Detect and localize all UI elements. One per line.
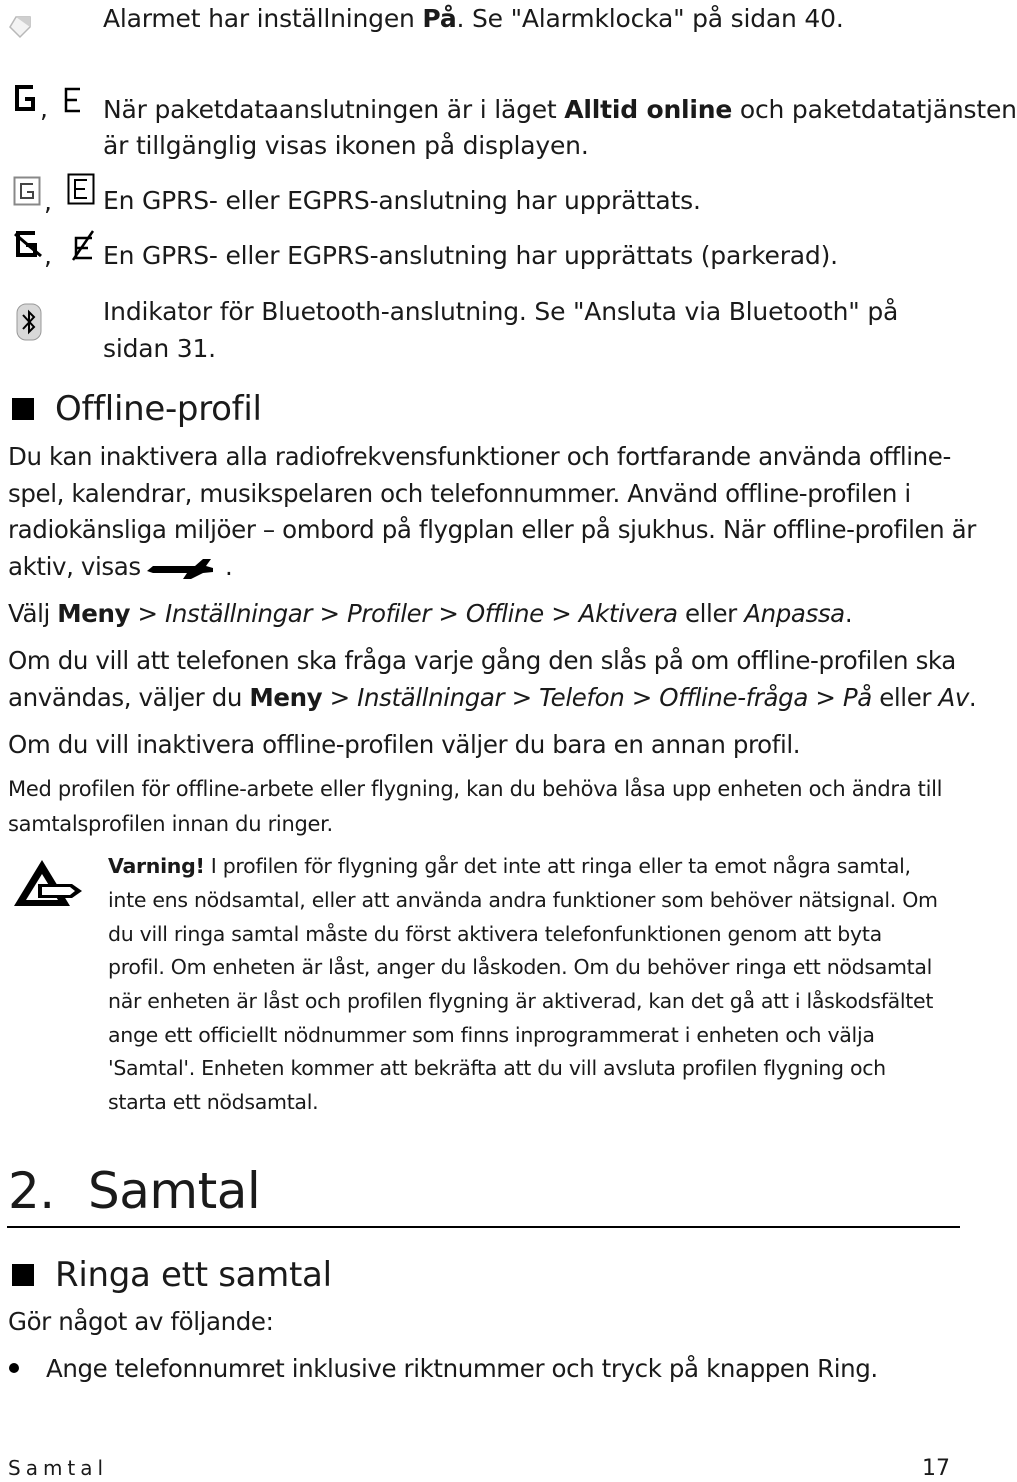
menu-path-italic: Inställningar xyxy=(357,683,505,712)
menu-path-italic: Profiler xyxy=(346,599,431,628)
text: > xyxy=(624,683,660,712)
text: > xyxy=(312,599,347,628)
menu-path-italic: Offline xyxy=(465,599,544,628)
warning-l8: starta ett nödsamtal. xyxy=(108,1090,319,1114)
chapter-title: Samtal xyxy=(88,1162,261,1220)
text: Alarmet har inställningen xyxy=(103,4,423,33)
offline-p1-l1: Du kan inaktivera alla radiofrekvensfunktioner och fortfarande använda offline- xyxy=(8,442,951,471)
bluetooth-icon xyxy=(16,303,42,341)
warning-l4: profil. Om enheten är låst, anger du låskoden. Om du behöver ringa ett nödsamtal xyxy=(108,955,933,979)
offline-p1-l4-end: . xyxy=(225,552,233,581)
egprs-parked-e-icon xyxy=(70,228,96,262)
text: I profilen för flygning går det inte att ringa eller ta emot några samtal, xyxy=(204,854,911,878)
text: Välj xyxy=(8,599,58,628)
menu-path-italic: Anpassa xyxy=(744,599,845,628)
menu-path-italic: Telefon xyxy=(539,683,625,712)
text: > xyxy=(130,599,165,628)
menu-path-italic: På xyxy=(842,683,872,712)
icon-separator: , xyxy=(40,94,48,123)
indicator-text-online-l1 xyxy=(103,91,1017,128)
heading-bullet-square xyxy=(12,1264,34,1286)
offline-p3-l1: Om du vill att telefonen ska fråga varje gång den slås på om offline-profilen ska xyxy=(8,646,956,675)
text: . Se "Alarmklocka" på sidan 40. xyxy=(456,4,844,33)
offline-p3-l2 xyxy=(8,679,976,716)
indicator-text-bluetooth-l1: Indikator för Bluetooth-anslutning. Se "Ansluta via Bluetooth" på xyxy=(103,297,899,326)
text: eller xyxy=(677,599,745,628)
chapter-number: 2. xyxy=(8,1162,55,1220)
gprs-online-g-icon xyxy=(13,83,37,113)
warning-l3: du vill ringa samtal måste du först aktivera telefonfunktionen genom att byta xyxy=(108,922,882,946)
heading-bullet-square xyxy=(12,398,34,420)
indicator-text-online-l2: är tillgänglig visas ikonen på displayen. xyxy=(103,131,589,160)
indicator-text-parked: En GPRS- eller EGPRS-anslutning har upprättats (parkerad). xyxy=(103,241,838,270)
text: > xyxy=(322,683,358,712)
ringa-intro: Gör något av följande: xyxy=(8,1307,274,1336)
menu-path-bold: Meny xyxy=(249,683,323,712)
menu-path-italic: Inställningar xyxy=(165,599,313,628)
page-number: 17 xyxy=(922,1456,950,1481)
offline-p4: Om du vill inaktivera offline-profilen väljer du bara en annan profil. xyxy=(8,730,801,759)
offline-p1-l4 xyxy=(8,548,141,585)
text: > xyxy=(543,599,579,628)
indicator-text-connected: En GPRS- eller EGPRS-anslutning har upprättats. xyxy=(103,186,701,215)
ringa-bullet-1: Ange telefonnumret inklusive riktnummer och tryck på knappen Ring. xyxy=(46,1354,878,1383)
text: användas, väljer du xyxy=(8,683,250,712)
alarm-icon xyxy=(6,14,36,40)
heading-ringa-ett-samtal: Ringa ett samtal xyxy=(55,1255,332,1295)
menu-path-italic: Av xyxy=(938,683,969,712)
offline-p5-l1: Med profilen för offline-arbete eller flygning, kan du behöva låsa upp enheten och ändra till xyxy=(8,777,943,801)
icon-separator: , xyxy=(44,241,52,270)
indicator-text-alarm xyxy=(103,0,844,37)
warning-l6: ange ett officiellt nödnummer som finns inprogrammerat i enheten och välja xyxy=(108,1023,875,1047)
chapter-rule xyxy=(7,1226,960,1228)
warning-l1 xyxy=(108,850,911,884)
text: . xyxy=(844,599,853,628)
offline-p1-l3: radiokänsliga miljöer – ombord på flygplan eller på sjukhus. När offline-profilen är xyxy=(8,515,976,544)
footer-section: Samtal xyxy=(8,1456,109,1480)
text: > xyxy=(431,599,466,628)
heading-offline-profil: Offline-profil xyxy=(55,389,262,429)
gprs-connected-g-icon xyxy=(13,176,41,206)
warning-label: Varning! xyxy=(108,854,205,878)
menu-path-bold: Meny xyxy=(57,599,131,628)
text: eller xyxy=(871,683,939,712)
bold-text: På xyxy=(422,4,457,33)
warning-l2: inte ens nödsamtal, eller att använda andra funktioner som behöver nätsignal. Om xyxy=(108,888,938,912)
warning-l5: när enheten är låst och profilen flygning är aktiverad, kan det gå att i låskodsfältet xyxy=(108,989,934,1013)
text: och paketdatatjänsten xyxy=(732,95,1017,124)
gprs-parked-g-icon xyxy=(13,228,43,260)
egprs-connected-e-icon xyxy=(67,173,95,205)
bold-text: Alltid online xyxy=(564,95,733,124)
egprs-online-e-icon xyxy=(64,87,82,113)
indicator-text-bluetooth-l2: sidan 31. xyxy=(103,334,216,363)
offline-p1-l2: spel, kalendrar, musikspelaren och telefonnummer. Använd offline-profilen i xyxy=(8,479,911,508)
offline-p5-l2: samtalsprofilen innan du ringer. xyxy=(8,812,333,836)
menu-path-italic: Offline-fråga xyxy=(659,683,808,712)
text: När paketdataanslutningen är i läget xyxy=(103,95,565,124)
warning-l7: 'Samtal'. Enheten kommer att bekräfta att du vill avsluta profilen flygning och xyxy=(108,1056,886,1080)
text: > xyxy=(504,683,540,712)
airplane-icon xyxy=(145,557,217,581)
text: > xyxy=(807,683,843,712)
bullet-dot xyxy=(9,1363,19,1373)
icon-separator: , xyxy=(44,187,52,216)
warning-icon xyxy=(12,858,84,912)
text: . xyxy=(968,683,977,712)
offline-p2 xyxy=(8,595,852,632)
text: aktiv, visas xyxy=(8,552,141,581)
menu-path-italic: Aktivera xyxy=(578,599,678,628)
